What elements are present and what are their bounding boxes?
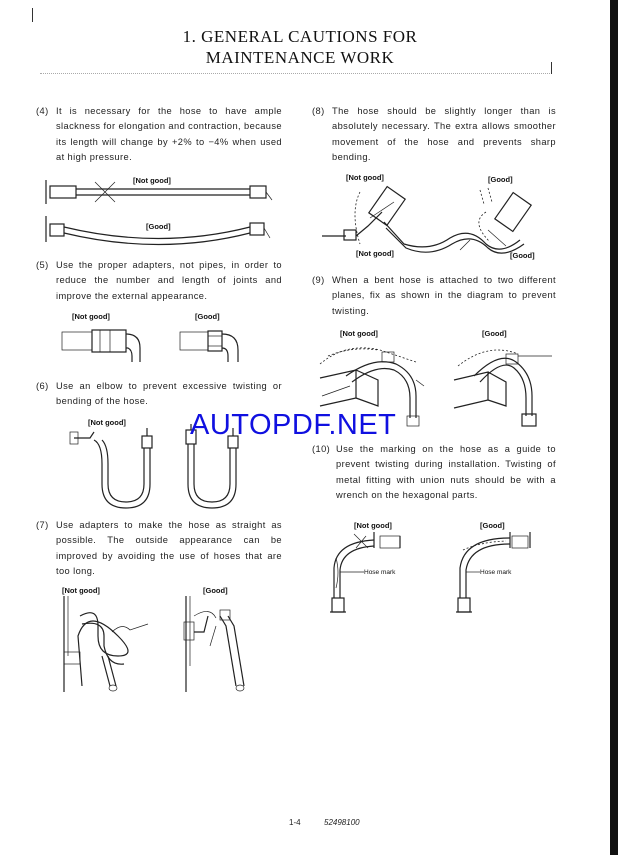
label-good: [Good] (488, 175, 513, 184)
hose-mark-pointer (338, 568, 368, 576)
section-4 (36, 104, 282, 165)
section-number: (4) (36, 106, 49, 116)
label-good: [Good] (203, 586, 228, 595)
section-text: It is necessary for the hose to have ample slackness for elongation and contraction, because its length will change by +2% to −4% when used at high pressure. (56, 106, 282, 162)
label-good: [Good] (195, 312, 220, 321)
figure-adapters-good (180, 596, 260, 696)
section-8 (312, 104, 556, 165)
margin-tick (551, 62, 552, 74)
page-title-line-1: 1. GENERAL CAUTIONS FOR (182, 27, 418, 46)
label-not-good: [Not good] (133, 176, 171, 185)
section-number: (6) (36, 381, 49, 391)
figure-adapter-pipe (60, 322, 150, 364)
page-title-line-2: MAINTENANCE WORK (205, 48, 395, 67)
figure-elbow-bad (66, 424, 166, 514)
figure-adapters-bad (58, 596, 168, 696)
document-code: 52498100 (324, 818, 360, 827)
section-text: Use the proper adapters, not pipes, in order to reduce the number and length of joints and improve the external appearance. (56, 260, 282, 301)
watermark-text: AUTOPDF.NET (190, 409, 397, 441)
section-text: The hose should be slightly longer than is absolutely necessary. The extra allows smoother movement of the hose and prevents sharp bending. (332, 106, 556, 162)
margin-tick (32, 8, 33, 22)
section-text: Use an elbow to prevent excessive twisting or bending of the hose. (56, 381, 282, 407)
label-good: [Good] (480, 521, 505, 530)
section-number: (5) (36, 260, 49, 270)
page-edge (610, 0, 618, 855)
section-number: (9) (312, 275, 325, 285)
section-5 (36, 258, 282, 304)
title-divider (40, 73, 550, 74)
section-7 (36, 518, 282, 579)
figure-two-planes-good (448, 336, 558, 428)
page-number: 1-4 (289, 818, 301, 827)
section-10 (312, 442, 556, 503)
section-6 (36, 379, 282, 410)
section-number: (10) (312, 444, 331, 454)
label-not-good: [Not good] (62, 586, 100, 595)
section-text: When a bent hose is attached to two different planes, fix as shown in the diagram to prevent twisting. (332, 275, 556, 316)
label-not-good: [Not good] (72, 312, 110, 321)
hose-mark-pointer (464, 568, 484, 576)
label-good: [Good] (146, 222, 171, 231)
figure-hose-taut (40, 178, 280, 208)
figure-hose-slack (40, 208, 280, 248)
section-number: (7) (36, 520, 49, 530)
section-9 (312, 273, 556, 319)
label-good-lower: [Good] (510, 251, 535, 260)
label-hose-mark: Hose mark (364, 569, 396, 576)
section-text: Use adapters to make the hose as straight as possible. The outside appearance can be improved by avoiding the use of hoses that are too long. (56, 520, 282, 576)
label-not-good: [Not good] (88, 418, 126, 427)
page-title (150, 26, 450, 68)
label-good: [Good] (482, 329, 507, 338)
label-hose-mark: Hose mark (480, 569, 512, 576)
figure-adapter-proper (178, 322, 268, 364)
label-not-good: [Not good] (340, 329, 378, 338)
section-text: Use the marking on the hose as a guide to prevent twisting during installation. Twisting of metal fitting with union nuts should be with a wrench on the hexagonal parts. (336, 444, 556, 500)
label-not-good: [Not good] (354, 521, 392, 530)
figure-hose-length (320, 182, 550, 256)
label-not-good-lower: [Not good] (356, 249, 394, 258)
label-not-good: [Not good] (346, 173, 384, 182)
section-number: (8) (312, 106, 325, 116)
